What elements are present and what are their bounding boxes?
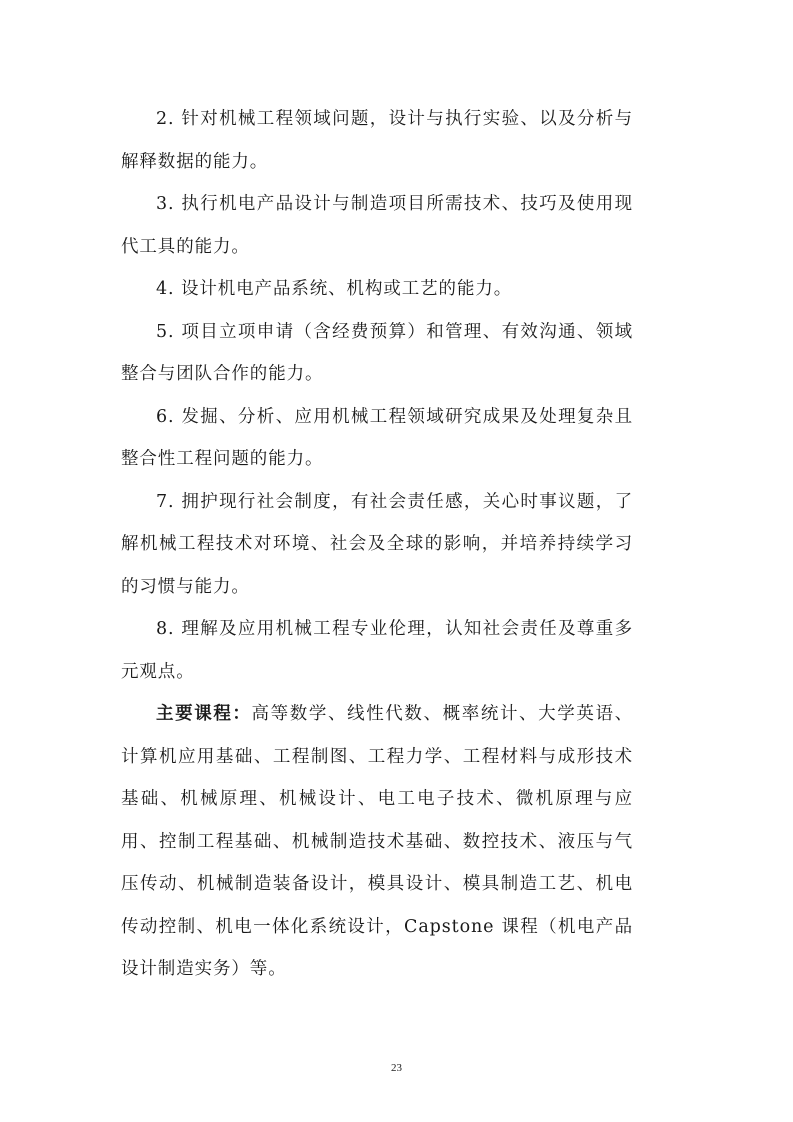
main-courses-label: 主要课程：	[156, 704, 252, 724]
main-courses-paragraph	[121, 693, 633, 991]
page-number: 23	[391, 1062, 402, 1074]
ability-item-4: 4. 设计机电产品系统、机构或工艺的能力。	[156, 279, 513, 299]
document-body	[121, 98, 633, 991]
ability-item-3: 3. 执行机电产品设计与制造项目所需技术、技巧及使用现代工具的能力。	[121, 194, 633, 257]
ability-item-7: 7. 拥护现行社会制度，有社会责任感，关心时事议题，了解机械工程技术对环境、社会及全球的影响，并培养持续学习的习惯与能力。	[121, 491, 633, 597]
ability-item-6: 6. 发掘、分析、应用机械工程领域研究成果及处理复杂且整合性工程问题的能力。	[121, 406, 633, 469]
ability-item-5: 5. 项目立项申请（含经费预算）和管理、有效沟通、领域整合与团队合作的能力。	[121, 321, 633, 384]
ability-item-8: 8. 理解及应用机械工程专业伦理，认知社会责任及尊重多元观点。	[121, 619, 633, 682]
ability-item-2: 2. 针对机械工程领域问题，设计与执行实验、以及分析与解释数据的能力。	[121, 109, 633, 172]
main-courses-text: 高等数学、线性代数、概率统计、大学英语、计算机应用基础、工程制图、工程力学、工程材料与成形技术基础、机械原理、机械设计、电工电子技术、微机原理与应用、控制工程基础、机械制造技术基础、数控技术、液压与气压传动、机械制造装备设计，模具设计、模具制造工艺、机电传动控制、机电一体化系统设计，Capstone 课程（机电产品设计制造实务）等。	[121, 704, 634, 979]
